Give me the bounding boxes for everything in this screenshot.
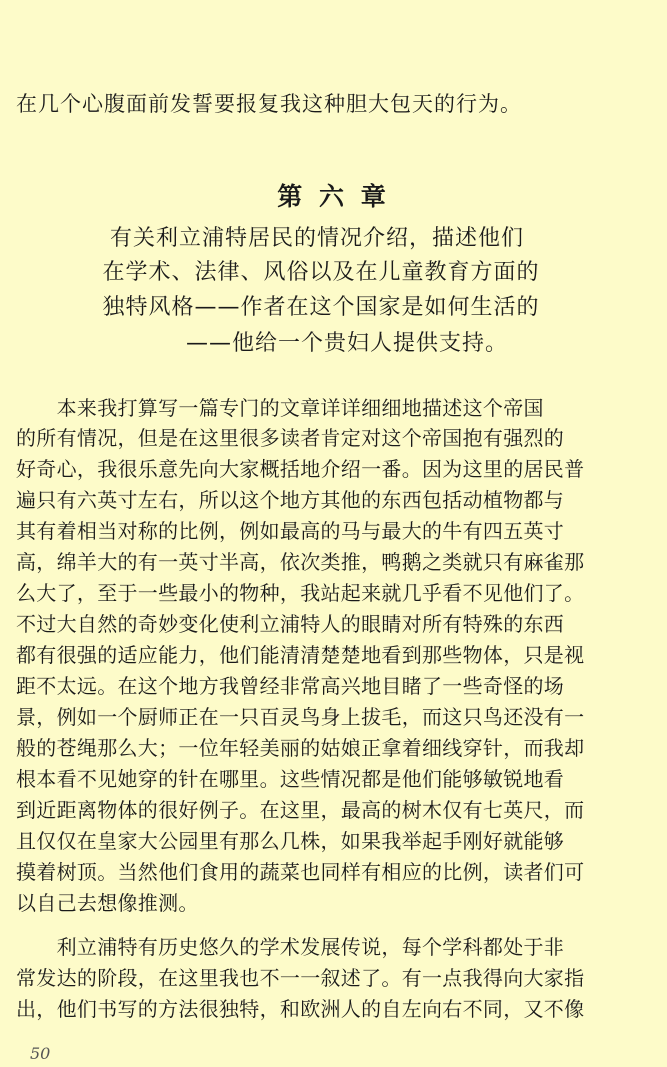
chapter-heading: 第 六 章 bbox=[277, 182, 390, 211]
previous-paragraph-end: 在几个心腹面前发誓要报复我这种胆大包天的行为。 bbox=[16, 92, 522, 116]
body-line: 距不太远。在这个地方我曾经非常高兴地目睹了一些奇怪的场 bbox=[16, 674, 565, 698]
body-line: 常发达的阶段，在这里我也不一一叙述了。有一点我得向大家指 bbox=[16, 966, 585, 990]
body-line: 的所有情况，但是在这里很多读者肯定对这个帝国抱有强烈的 bbox=[16, 426, 565, 450]
chapter-subtitle-line: 有关利立浦特居民的情况介绍，描述他们 bbox=[109, 226, 524, 251]
body-line: 高，绵羊大的有一英寸半高，依次类推，鸭鹅之类就只有麻雀那 bbox=[16, 550, 585, 574]
body-line: 么大了，至于一些最小的物种，我站起来就几乎看不见他们了。 bbox=[16, 581, 585, 605]
body-line: 其有着相当对称的比例，例如最高的马与最大的牛有四五英寸 bbox=[16, 519, 565, 543]
body-line: 以自己去想像推测。 bbox=[16, 891, 199, 915]
chapter-subtitle-line: ——他给一个贵妇人提供支持。 bbox=[185, 331, 508, 356]
body-line: 景，例如一个厨师正在一只百灵鸟身上拔毛，而这只鸟还没有一 bbox=[16, 705, 585, 729]
body-line: 且仅仅在皇家大公园里有那么几株，如果我举起手刚好就能够 bbox=[16, 829, 565, 853]
body-line: 都有很强的适应能力，他们能清清楚楚地看到那些物体，只是视 bbox=[16, 643, 585, 667]
body-line: 本来我打算写一篇专门的文章详详细细地描述这个帝国 bbox=[16, 396, 544, 420]
body-line: 遍只有六英寸左右，所以这个地方其他的东西包括动植物都与 bbox=[16, 488, 565, 512]
page-number: 50 bbox=[30, 1044, 51, 1063]
body-line: 出，他们书写的方法很独特，和欧洲人的自左向右不同，又不像 bbox=[16, 997, 585, 1021]
chapter-subtitle-line: 独特风格——作者在这个国家是如何生活的 bbox=[102, 295, 540, 320]
body-line: 般的苍绳那么大；一位年轻美丽的姑娘正拿着细线穿针，而我却 bbox=[16, 736, 585, 760]
body-line: 好奇心，我很乐意先向大家概括地介绍一番。因为这里的居民普 bbox=[16, 457, 585, 481]
chapter-subtitle-line: 在学术、法律、风俗以及在儿童教育方面的 bbox=[102, 260, 540, 285]
body-line: 利立浦特有历史悠久的学术发展传说，每个学科都处于非 bbox=[16, 935, 565, 959]
body-line: 不过大自然的奇妙变化使利立浦特人的眼睛对所有特殊的东西 bbox=[16, 612, 565, 636]
body-line: 根本看不见她穿的针在哪里。这些情况都是他们能够敏锐地看 bbox=[16, 767, 565, 791]
body-line: 到近距离物体的很好例子。在这里，最高的树木仅有七英尺，而 bbox=[16, 798, 585, 822]
body-line: 摸着树顶。当然他们食用的蔬菜也同样有相应的比例，读者们可 bbox=[16, 860, 585, 884]
